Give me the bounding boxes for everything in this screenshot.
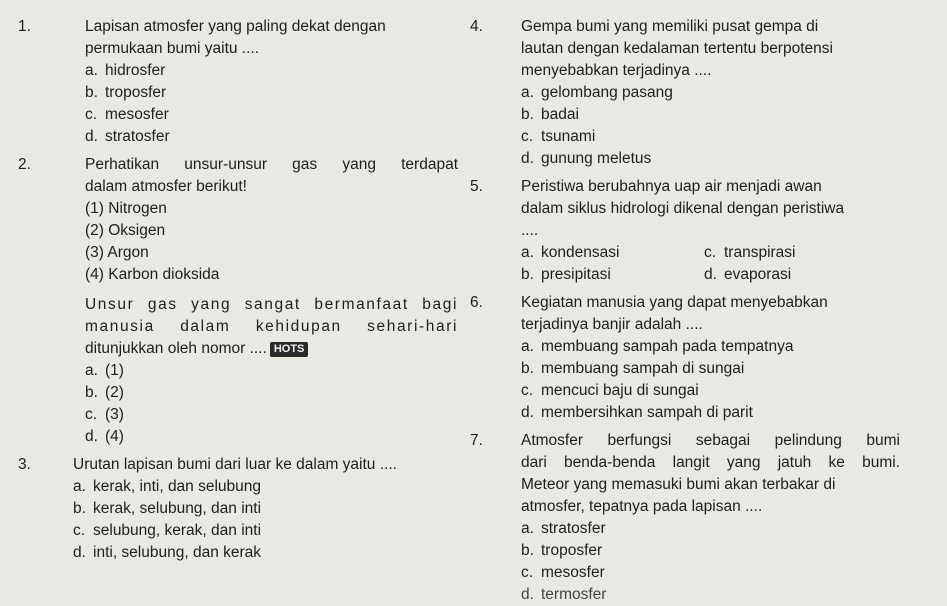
question-text: dalam siklus hidrologi dikenal dengan peristiwa bbox=[521, 200, 845, 217]
option-c[interactable]: c. tsunami bbox=[521, 128, 596, 145]
option-a[interactable]: a. hidrosfer bbox=[85, 62, 166, 79]
option-c[interactable]: c. mencuci baju di sungai bbox=[521, 382, 699, 399]
option-a[interactable]: a. gelombang pasang bbox=[521, 84, 673, 101]
question-text: permukaan bumi yaitu .... bbox=[85, 40, 260, 57]
option-c[interactable]: c. mesosfer bbox=[521, 564, 605, 581]
question-text: dalam atmosfer berikut! bbox=[85, 178, 247, 195]
option-b[interactable]: b. membuang sampah di sungai bbox=[521, 360, 745, 377]
question-text: atmosfer, tepatnya pada lapisan .... bbox=[521, 498, 763, 515]
question-stem-line: ditunjukkan oleh nomor .... HOTS bbox=[85, 338, 458, 360]
list-item: (1) Nitrogen bbox=[85, 200, 167, 217]
list-item: (4) Karbon dioksida bbox=[85, 266, 220, 283]
question-6 bbox=[470, 292, 900, 424]
question-text: lautan dengan kedalaman tertentu berpotensi bbox=[521, 40, 833, 57]
question-text: Lapisan atmosfer yang paling dekat dengan bbox=[85, 18, 386, 35]
question-3 bbox=[18, 454, 458, 564]
question-text: Meteor yang memasuki bumi akan terbakar di bbox=[521, 476, 836, 493]
question-text: terjadinya banjir adalah .... bbox=[521, 316, 703, 333]
question-text: Atmosfer berfungsi sebagai pelindung bumi bbox=[521, 432, 900, 449]
option-b[interactable]: b. badai bbox=[521, 106, 579, 123]
option-d[interactable]: d. evaporasi bbox=[704, 266, 792, 283]
option-a[interactable]: a. kerak, inti, dan selubung bbox=[73, 478, 262, 495]
option-d[interactable]: d. (4) bbox=[85, 428, 124, 445]
option-b[interactable]: b. troposfer bbox=[521, 542, 603, 559]
list-item: (3) Argon bbox=[85, 244, 149, 261]
question-number: 2. bbox=[18, 156, 31, 173]
right-column bbox=[470, 16, 900, 606]
option-a[interactable]: a. membuang sampah pada tempatnya bbox=[521, 338, 794, 355]
option-c[interactable]: c. (3) bbox=[85, 406, 124, 423]
option-d[interactable]: d. inti, selubung, dan kerak bbox=[73, 544, 262, 561]
question-number: 1. bbox=[18, 18, 31, 35]
option-b[interactable]: b. kerak, selubung, dan inti bbox=[73, 500, 262, 517]
question-2 bbox=[18, 154, 458, 448]
option-d[interactable]: d. stratosfer bbox=[85, 128, 170, 145]
question-4 bbox=[470, 16, 900, 170]
question-stem: Unsur gas yang sangat bermanfaat bagi bbox=[85, 296, 458, 313]
question-text: Kegiatan manusia yang dapat menyebabkan bbox=[521, 294, 828, 311]
list-item: (2) Oksigen bbox=[85, 222, 166, 239]
option-d[interactable]: d. termosfer bbox=[521, 586, 607, 603]
hots-badge: HOTS bbox=[270, 342, 309, 357]
question-7 bbox=[470, 430, 900, 606]
left-column bbox=[18, 16, 458, 564]
question-number: 3. bbox=[18, 456, 31, 473]
option-b[interactable]: b. presipitasi bbox=[521, 266, 611, 283]
options-grid bbox=[521, 242, 900, 286]
question-text: Urutan lapisan bumi dari luar ke dalam yaitu .... bbox=[73, 456, 397, 473]
question-number: 4. bbox=[470, 18, 483, 35]
question-number: 7. bbox=[470, 432, 483, 449]
option-b[interactable]: b. troposfer bbox=[85, 84, 167, 101]
option-a[interactable]: a. (1) bbox=[85, 362, 124, 379]
question-text: Gempa bumi yang memiliki pusat gempa di bbox=[521, 18, 819, 35]
question-text: menyebabkan terjadinya .... bbox=[521, 62, 712, 79]
question-number: 6. bbox=[470, 294, 483, 311]
question-1 bbox=[18, 16, 458, 148]
option-a[interactable]: a. kondensasi bbox=[521, 244, 620, 261]
option-c[interactable]: c. selubung, kerak, dan inti bbox=[73, 522, 262, 539]
option-d[interactable]: d. gunung meletus bbox=[521, 150, 652, 167]
option-c[interactable]: c. transpirasi bbox=[704, 244, 796, 261]
question-text: dari benda-benda langit yang jatuh ke bumi. bbox=[521, 454, 900, 471]
question-stem: manusia dalam kehidupan sehari-hari bbox=[85, 318, 458, 335]
option-c[interactable]: c. mesosfer bbox=[85, 106, 169, 123]
question-text: .... bbox=[521, 222, 539, 239]
question-text: Perhatikan unsur-unsur gas yang terdapat bbox=[85, 156, 458, 173]
option-b[interactable]: b. (2) bbox=[85, 384, 124, 401]
question-text: Peristiwa berubahnya uap air menjadi awan bbox=[521, 178, 822, 195]
question-5 bbox=[470, 176, 900, 286]
question-number: 5. bbox=[470, 178, 483, 195]
option-d[interactable]: d. membersihkan sampah di parit bbox=[521, 404, 753, 421]
option-a[interactable]: a. stratosfer bbox=[521, 520, 606, 537]
